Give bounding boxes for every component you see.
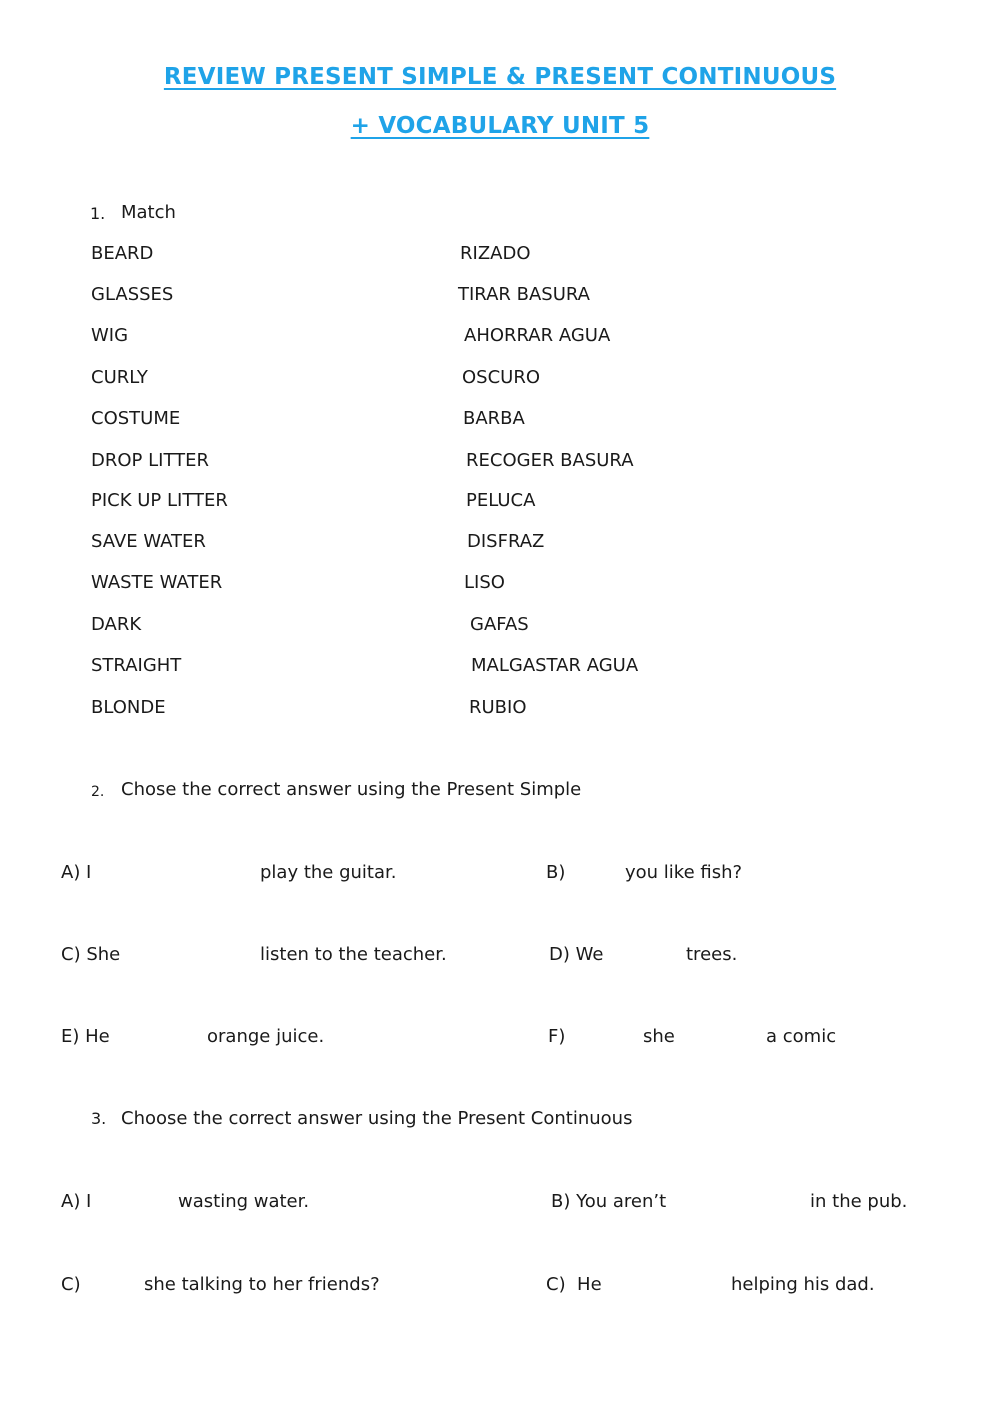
question-label: C) xyxy=(61,1274,81,1295)
section-2-heading: Chose the correct answer using the Present Simple xyxy=(121,779,582,800)
title-line-1: REVIEW PRESENT SIMPLE & PRESENT CONTINUOUS xyxy=(163,64,837,90)
match-right-item: RIZADO xyxy=(460,243,531,264)
question-text: trees. xyxy=(686,944,738,965)
match-right-item: DISFRAZ xyxy=(467,531,545,552)
title-line-2: + VOCABULARY UNIT 5 xyxy=(350,113,650,139)
question-text: listen to the teacher. xyxy=(260,944,447,965)
match-right-item: RECOGER BASURA xyxy=(466,450,634,471)
match-right-item: TIRAR BASURA xyxy=(458,284,590,305)
match-left-item: SAVE WATER xyxy=(91,531,206,552)
question-text: she xyxy=(643,1026,675,1047)
question-label: E) He xyxy=(61,1026,110,1047)
match-right-item: MALGASTAR AGUA xyxy=(471,655,639,676)
match-right-item: OSCURO xyxy=(462,367,541,388)
question-label: B) xyxy=(546,862,566,883)
section-1-number: 1. xyxy=(90,204,106,223)
question-text: she talking to her friends? xyxy=(144,1274,380,1295)
match-left-item: COSTUME xyxy=(91,408,181,429)
match-left-item: STRAIGHT xyxy=(91,655,182,676)
question-text: you like fish? xyxy=(625,862,743,883)
question-text: helping his dad. xyxy=(731,1274,875,1295)
match-left-item: WASTE WATER xyxy=(91,572,223,593)
question-label: F) xyxy=(548,1026,566,1047)
question-label: A) I xyxy=(61,862,92,883)
section-3-number: 3. xyxy=(91,1109,107,1128)
question-label: C) She xyxy=(61,944,121,965)
match-left-item: GLASSES xyxy=(91,284,174,305)
question-label: A) I xyxy=(61,1191,92,1212)
match-right-item: RUBIO xyxy=(469,697,527,718)
match-left-item: PICK UP LITTER xyxy=(91,490,228,511)
match-left-item: DARK xyxy=(91,614,142,635)
section-1-heading: Match xyxy=(121,202,176,223)
match-right-item: BARBA xyxy=(463,408,525,429)
question-text: in the pub. xyxy=(810,1191,908,1212)
match-left-item: BEARD xyxy=(91,243,154,264)
match-left-item: CURLY xyxy=(91,367,148,388)
question-text: wasting water. xyxy=(178,1191,310,1212)
question-label: C) He xyxy=(546,1274,602,1295)
section-2-number: 2. xyxy=(91,784,105,800)
match-right-item: LISO xyxy=(464,572,505,593)
question-text: a comic xyxy=(766,1026,837,1047)
match-right-item: PELUCA xyxy=(466,490,536,511)
match-left-item: BLONDE xyxy=(91,697,166,718)
section-3-heading: Choose the correct answer using the Present Continuous xyxy=(121,1108,633,1129)
match-right-item: GAFAS xyxy=(470,614,529,635)
match-left-item: WIG xyxy=(91,325,129,346)
question-label: D) We xyxy=(549,944,604,965)
question-text: orange juice. xyxy=(207,1026,325,1047)
question-text: play the guitar. xyxy=(260,862,397,883)
match-left-item: DROP LITTER xyxy=(91,450,210,471)
match-right-item: AHORRAR AGUA xyxy=(464,325,611,346)
question-label: B) You aren’t xyxy=(551,1191,667,1212)
